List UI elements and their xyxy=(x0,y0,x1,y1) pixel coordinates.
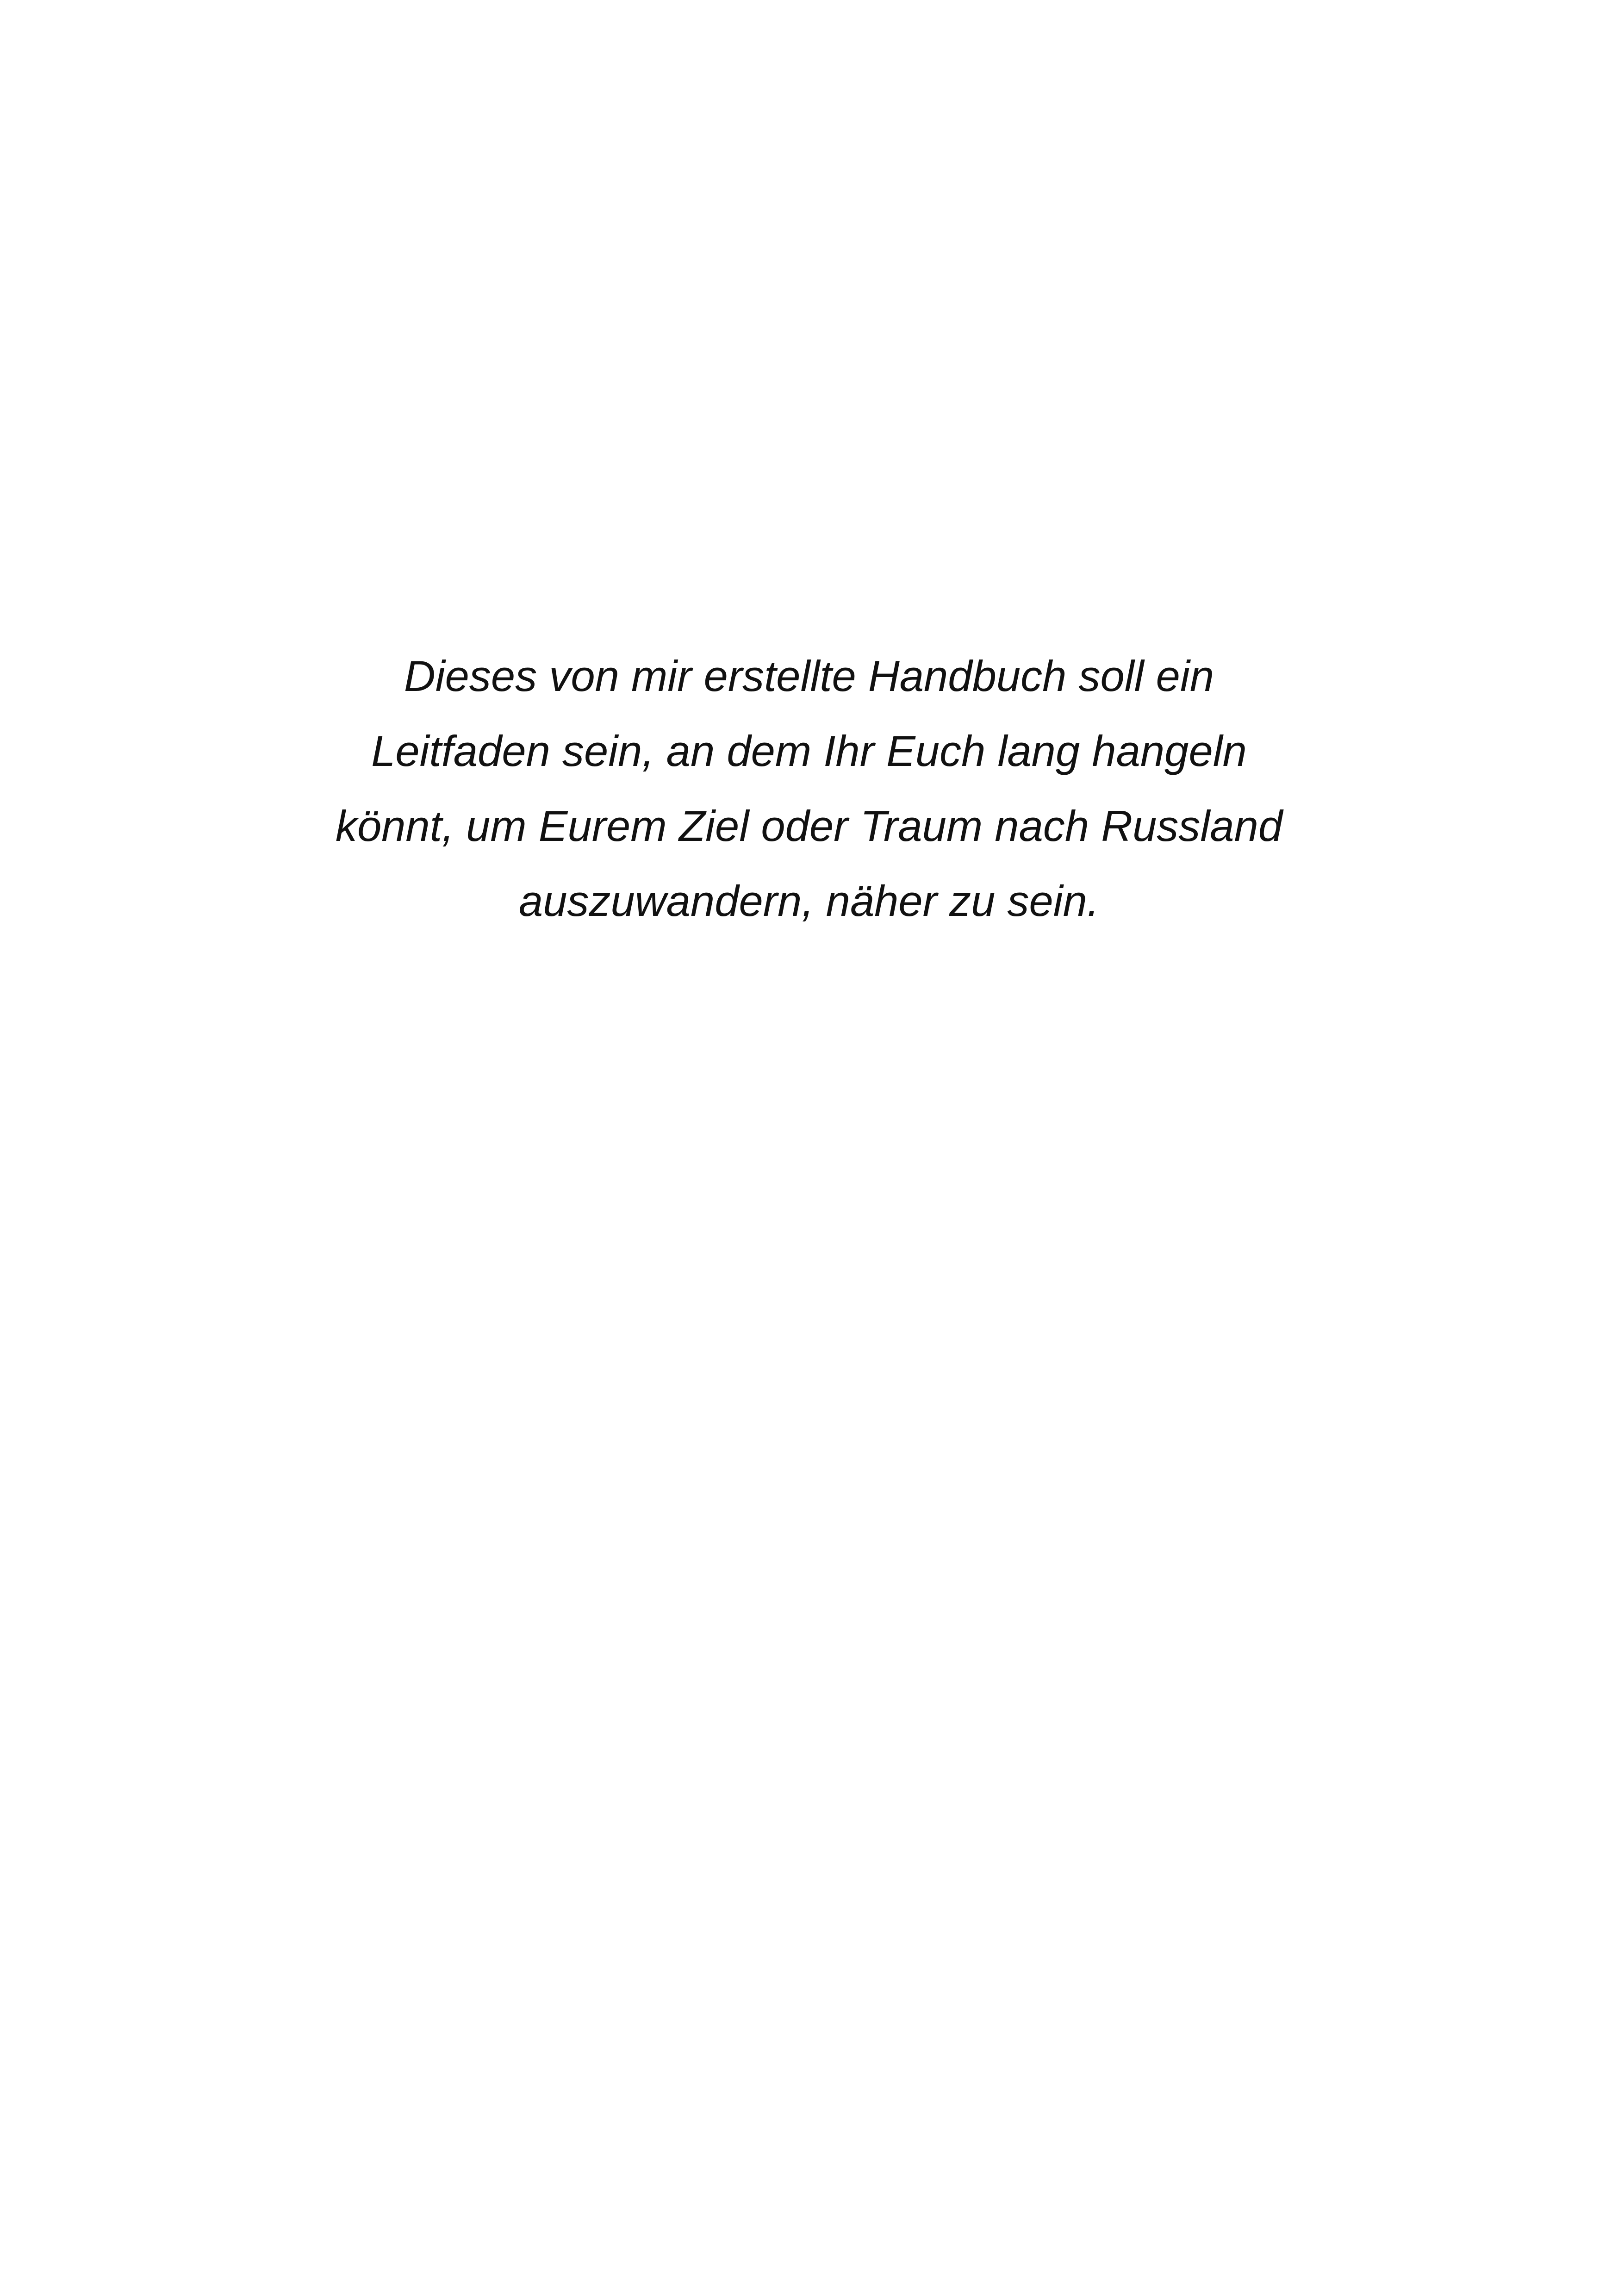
dedication-line-2: Leitfaden sein, an dem Ihr Euch lang hangeln xyxy=(371,727,1247,775)
dedication-paragraph xyxy=(0,639,1618,939)
dedication-line-1: Dieses von mir erstellte Handbuch soll ein xyxy=(404,652,1214,700)
dedication-line-4: auszuwandern, näher zu sein. xyxy=(518,877,1100,925)
dedication-line-3: könnt, um Eurem Ziel oder Traum nach Russland xyxy=(335,802,1283,850)
